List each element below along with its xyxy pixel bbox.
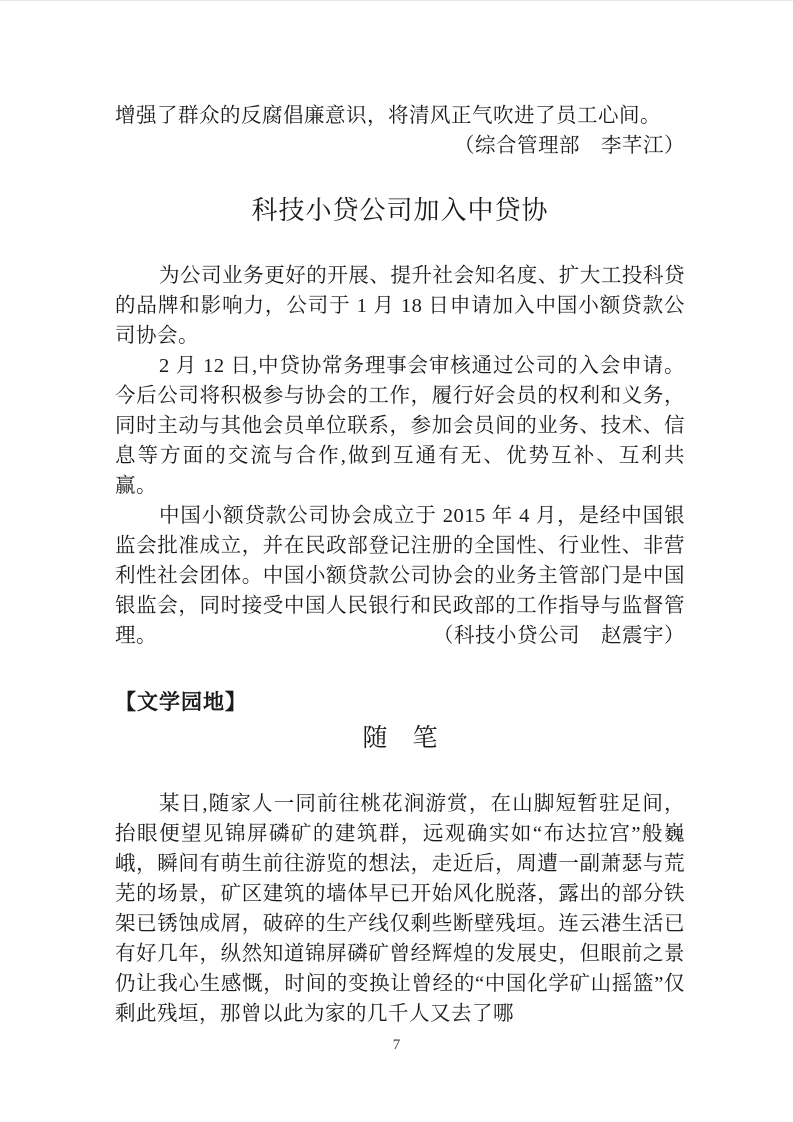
article2-title: 随 笔 <box>362 724 438 752</box>
article1-paragraph-3: 中国小额贷款公司协会成立于 2015 年 4 月，是经中国银监会批准成立，并在民政部登记注册的全国性、行业性、非营利性社会团体。中国小额贷款公司协会的业务主管部门是中国银监会，同时接受中国人民银行和民政部的工作指导与监督管理。 <box>115 505 685 647</box>
page-content <box>115 101 685 1029</box>
intro-continuation-text: 增强了群众的反腐倡廉意识，将清风正气吹进了员工心间。 <box>115 105 661 127</box>
article2-paragraph: 某日,随家人一同前往桃花涧游赏，在山脚短暂驻足间，抬眼便望见锦屏磷矿的建筑群，远观确实如“布达拉宫”般巍峨，瞬间有萌生前往游览的想法，走近后，周遭一副萧瑟与荒芜的场景，矿区建筑的墙体早已开始风化脱落，露出的部分铁架已锈蚀成屑，破碎的生产线仅剩些断壁残垣。连云港生活已有好几年，纵然知道锦屏磷矿曾经辉煌的发展史，但眼前之景仍让我心生感慨，时间的变换让曾经的“中国化学矿山摇篮”仅剩此残垣，那曾以此为家的几千人又去了哪 <box>115 793 685 1025</box>
article1-paragraph-2: 2 月 12 日,中贷协常务理事会审核通过公司的入会申请。今后公司将积极参与协会的工作，履行好会员的权利和义务，同时主动与其他会员单位联系，参加会员间的业务、技术、信息等方面的交流与合作,做到互通有无、优势互补、互利共赢。 <box>115 355 685 497</box>
page-number: 7 <box>392 1037 401 1053</box>
article1-paragraph-1: 为公司业务更好的开展、提升社会知名度、扩大工投科贷的品牌和影响力，公司于 1 月 18 日申请加入中国小额贷款公司协会。 <box>115 265 685 347</box>
article1-title: 科技小贷公司加入中贷协 <box>251 195 549 225</box>
intro-signature: （综合管理部 李芊江） <box>454 135 685 157</box>
section-label-literature-corner: 【文学园地】 <box>115 690 247 714</box>
article1-signature: （科技小贷公司 赵震宇） <box>433 625 685 647</box>
